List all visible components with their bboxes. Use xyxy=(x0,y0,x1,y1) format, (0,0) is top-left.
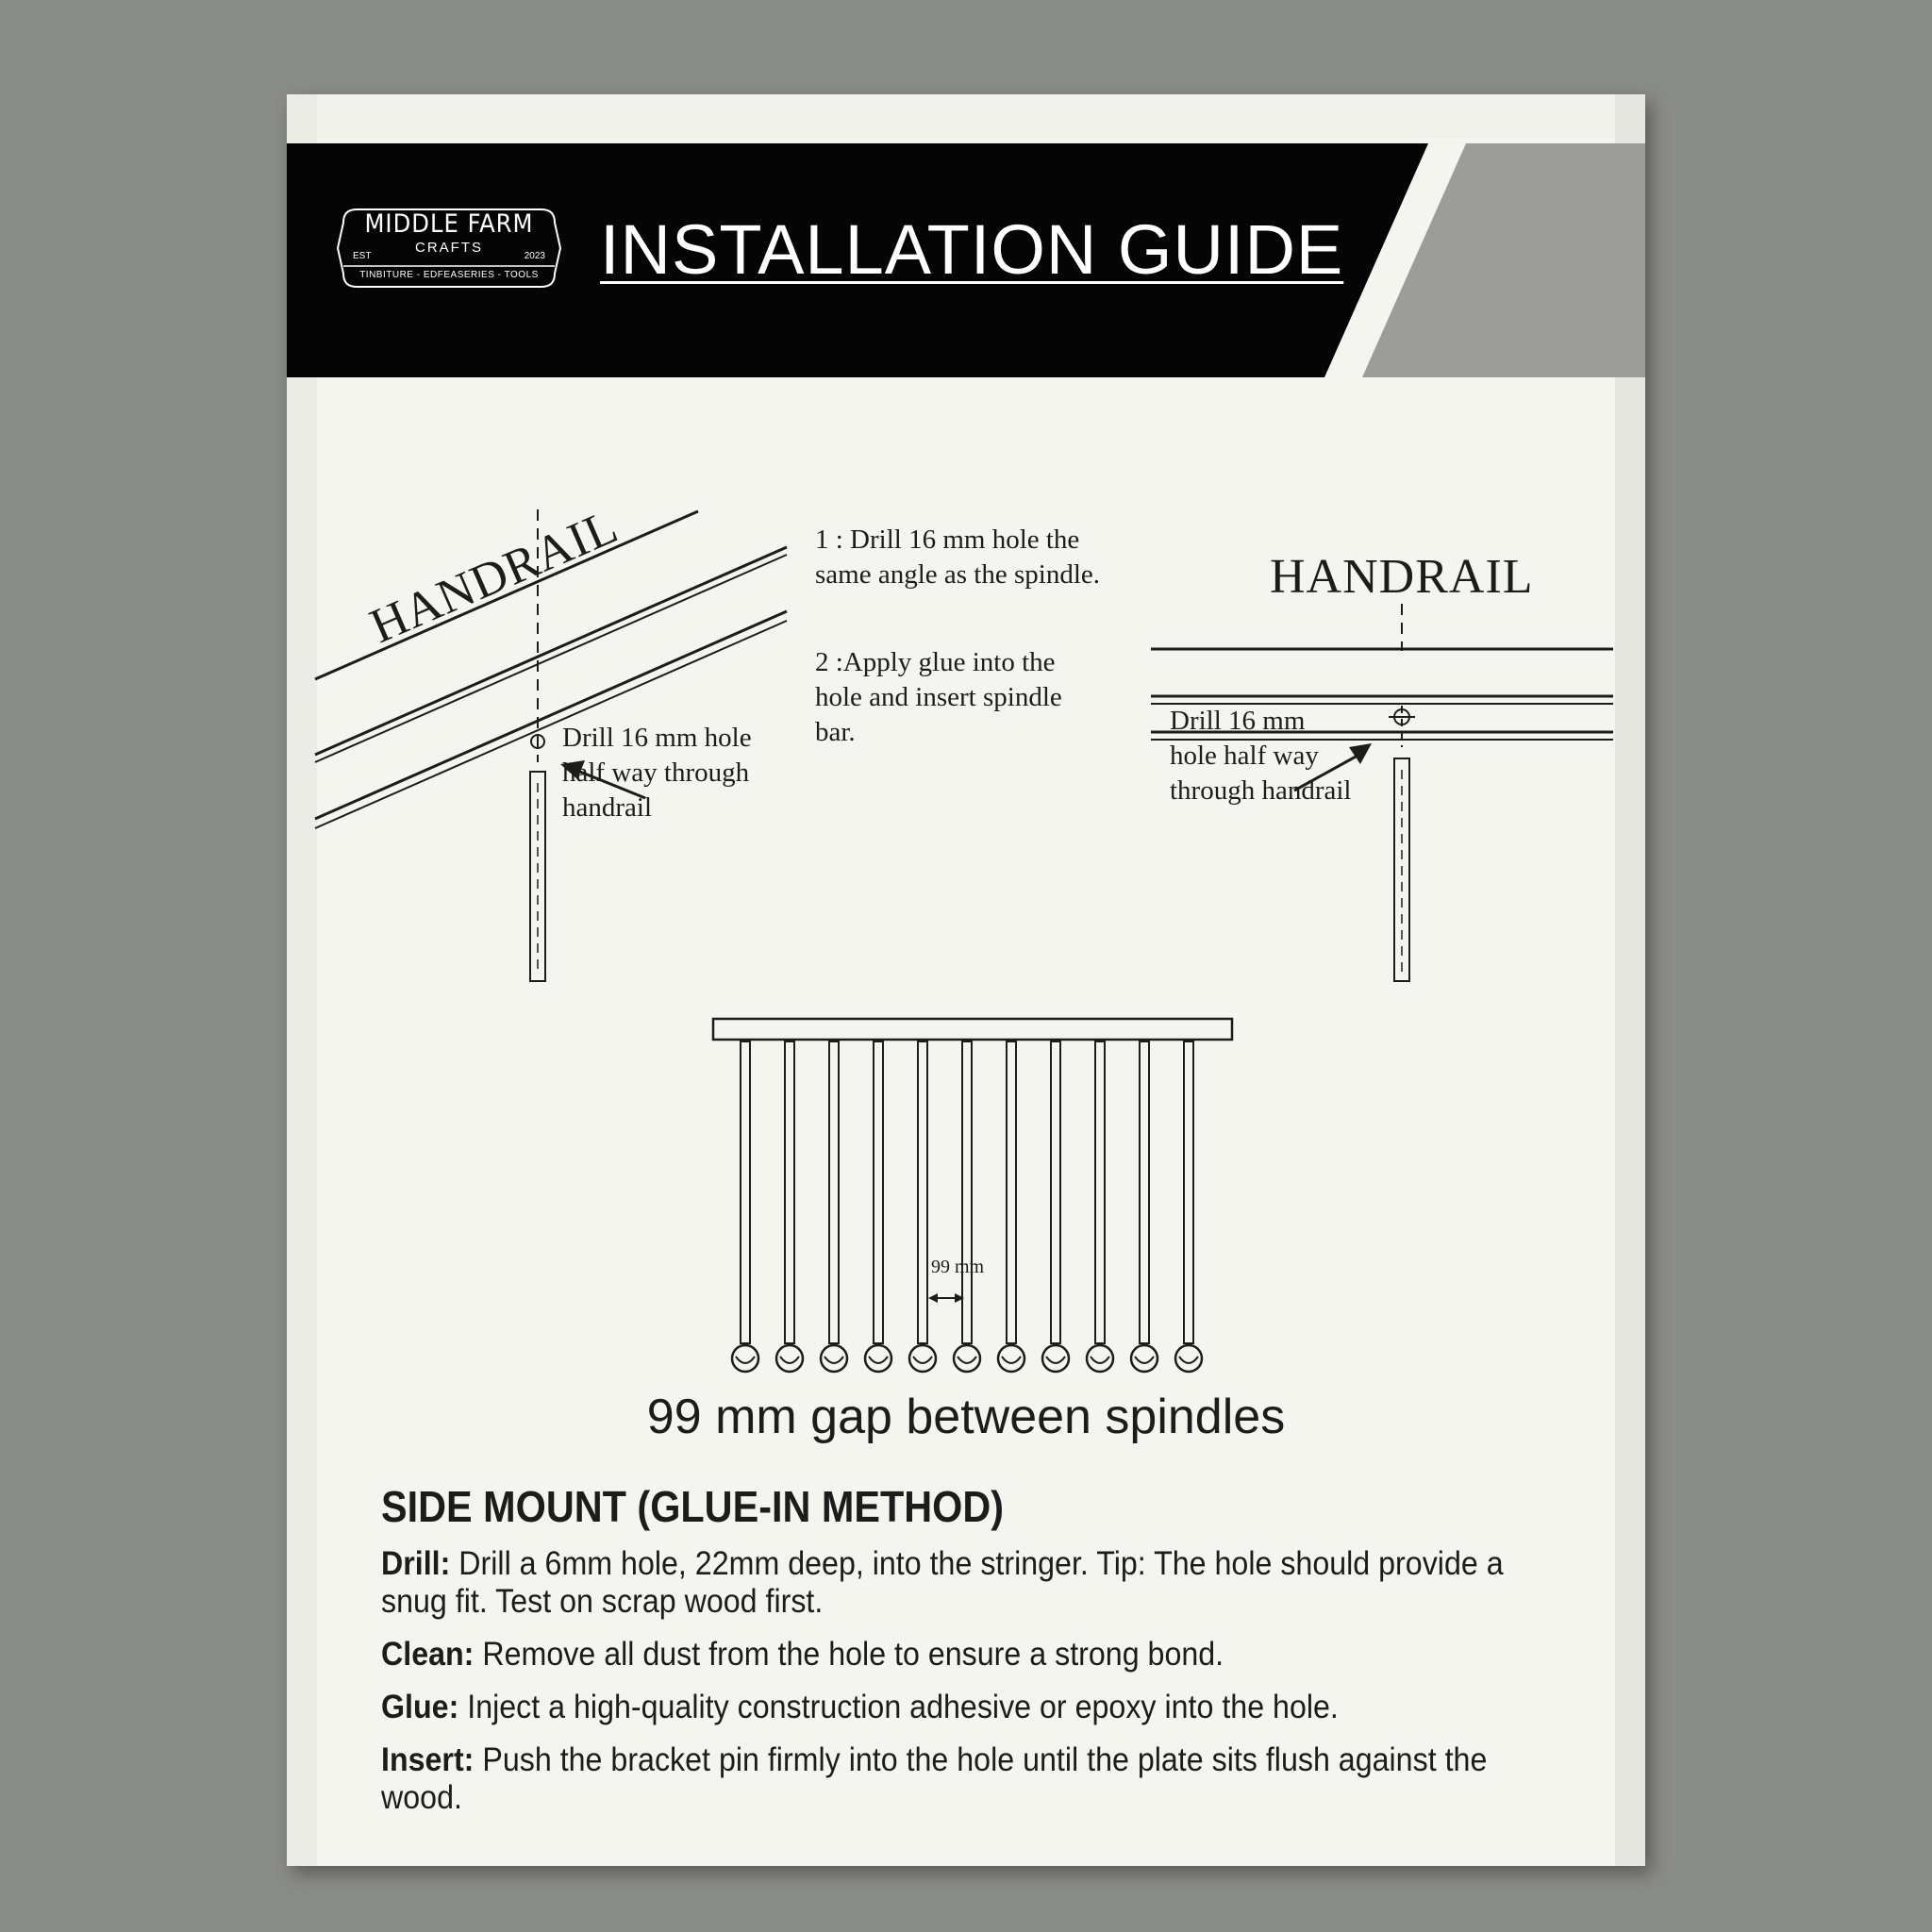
spindle-bar xyxy=(785,1041,794,1343)
spindle-base-mark xyxy=(1135,1357,1154,1363)
instruction-step-glue xyxy=(381,1689,1553,1726)
spindle-bar xyxy=(741,1041,750,1343)
brand-year: 2023 xyxy=(524,251,545,261)
spindle-bar xyxy=(1095,1041,1105,1343)
step-text: Remove all dust from the hole to ensure a strong bond. xyxy=(474,1636,1224,1673)
instructions-heading: SIDE MOUNT (GLUE-IN METHOD) xyxy=(381,1482,1005,1531)
spindle-bar xyxy=(1140,1041,1149,1343)
spindle-base-mark xyxy=(824,1357,843,1363)
spindle-base-circle xyxy=(732,1345,758,1372)
spindle-base-mark xyxy=(1002,1357,1021,1363)
brand-name: MIDDLE FARM xyxy=(364,209,534,239)
straight-handrail-label: HANDRAIL xyxy=(1270,550,1534,604)
spindle-bar xyxy=(1184,1041,1193,1343)
straight-drill-note: Drill 16 mm hole half way through handrail xyxy=(1170,706,1352,806)
step-text: Drill a 6mm hole, 22mm deep, into the stringer. Tip: The hole should provide a snug fit. Test on scrap wood first. xyxy=(381,1545,1504,1620)
spindle-base-mark xyxy=(780,1357,799,1363)
spindle-spacing-diagram xyxy=(713,1019,1232,1372)
step-text: Push the bracket pin firmly into the hole until the plate sits flush against the wood. xyxy=(381,1741,1488,1816)
side-mount-instructions xyxy=(381,1481,1551,1832)
top-rail-bar xyxy=(713,1019,1232,1040)
spindle-base-mark xyxy=(1179,1357,1198,1363)
spindle-base-circle xyxy=(954,1345,980,1372)
spindle-bar xyxy=(829,1041,839,1343)
spindle-bar xyxy=(918,1041,927,1343)
gap-caption: 99 mm gap between spindles xyxy=(646,1390,1286,1444)
spindle-base-mark xyxy=(1091,1357,1109,1363)
step-label: Drill: xyxy=(381,1545,451,1582)
gap-dimension-label: 99 mm xyxy=(931,1257,985,1277)
spindle-base-mark xyxy=(913,1357,932,1363)
instruction-sheet xyxy=(287,94,1645,1866)
spindle-base-circle xyxy=(821,1345,847,1372)
gap-dimension-arrow-left xyxy=(928,1293,938,1303)
spindle-base-circle xyxy=(1087,1345,1113,1372)
step-label: Glue: xyxy=(381,1689,459,1725)
technical-diagrams xyxy=(287,94,1645,1415)
spindle-base-circle xyxy=(909,1345,936,1372)
spindle-base-circle xyxy=(1042,1345,1069,1372)
brand-tagline: TINBITURE - EDFEASERIES - TOOLS xyxy=(359,270,539,280)
step-2-text: 2 :Apply glue into the hole and insert spindle bar. xyxy=(815,647,1062,747)
instruction-step-clean xyxy=(381,1636,1553,1674)
spindle-base-mark xyxy=(1046,1357,1065,1363)
spindle-base-circle xyxy=(865,1345,891,1372)
angled-drill-note: Drill 16 mm hole half way through handrail xyxy=(562,723,752,823)
instruction-step-drill xyxy=(381,1545,1553,1621)
angled-handrail-label: HANDRAIL xyxy=(362,499,626,655)
step-text: Inject a high-quality construction adhesive or epoxy into the hole. xyxy=(458,1689,1339,1725)
instruction-step-insert xyxy=(381,1741,1553,1817)
spindle-base-mark xyxy=(958,1357,976,1363)
step-label: Clean: xyxy=(381,1636,475,1673)
spindle-base-circle xyxy=(998,1345,1024,1372)
brand-est: EST xyxy=(353,251,372,261)
spindle-bar xyxy=(874,1041,883,1343)
step-label: Insert: xyxy=(381,1741,475,1778)
page-title: INSTALLATION GUIDE xyxy=(600,210,1344,289)
spindle-base-circle xyxy=(776,1345,803,1372)
spindle-base-circle xyxy=(1175,1345,1202,1372)
spindle-bar xyxy=(1007,1041,1016,1343)
spindle-base-mark xyxy=(736,1357,755,1363)
step-1-text: 1 : Drill 16 mm hole the same angle as the spindle. xyxy=(815,525,1100,590)
spindle-bar xyxy=(1051,1041,1060,1343)
spindle-base-circle xyxy=(1131,1345,1158,1372)
spindle-base-mark xyxy=(869,1357,888,1363)
brand-subtitle: CRAFTS xyxy=(415,240,483,256)
